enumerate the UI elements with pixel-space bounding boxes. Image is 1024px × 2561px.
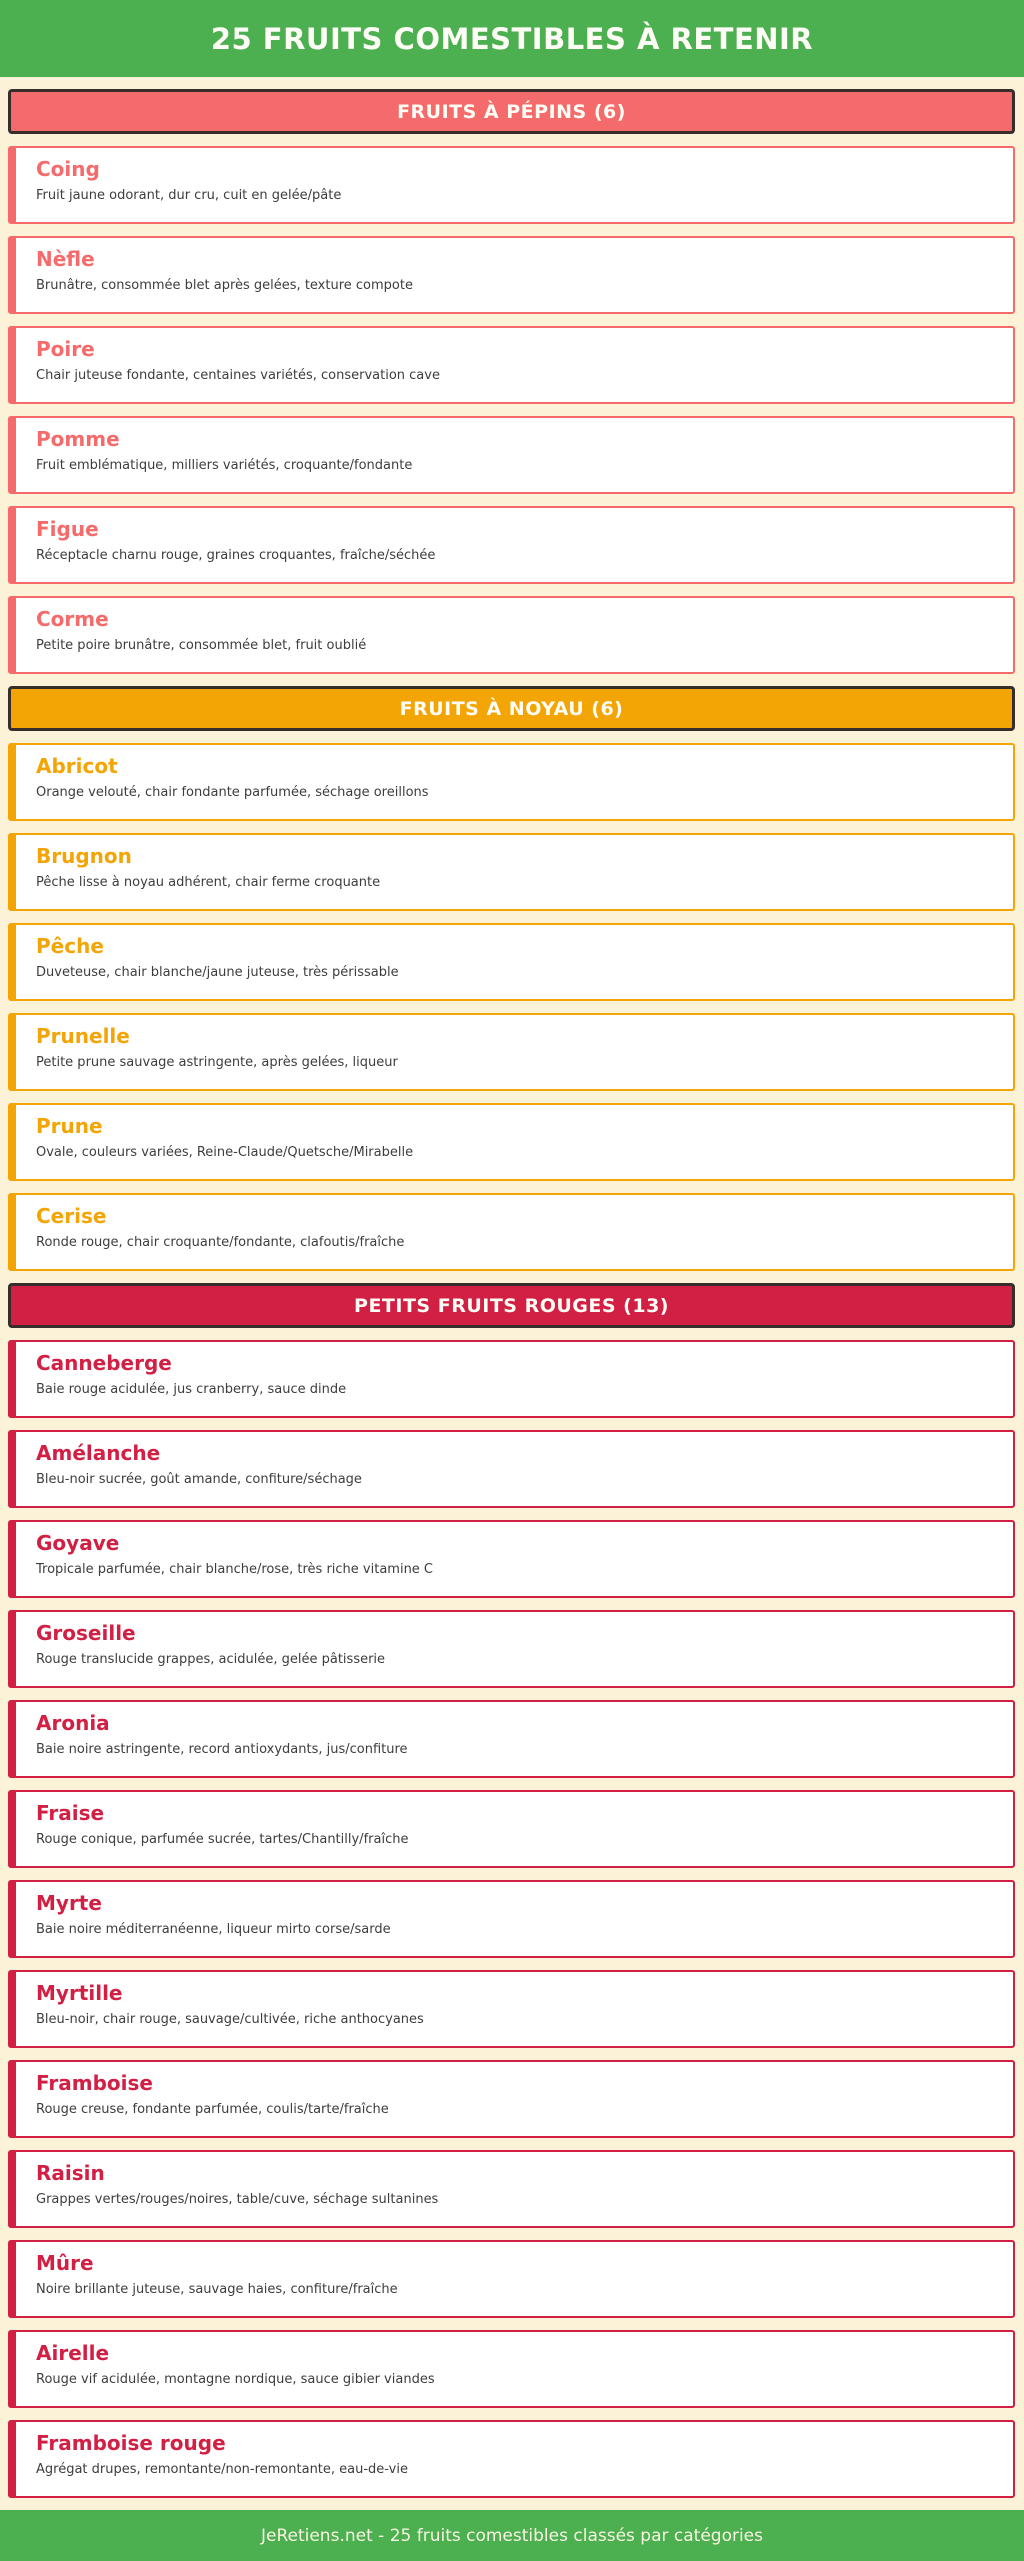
fruit-description: Orange velouté, chair fondante parfumée, séchage oreillons xyxy=(36,785,429,800)
fruit-description: Agrégat drupes, remontante/non-remontante, eau-de-vie xyxy=(36,2462,408,2477)
section-cards xyxy=(0,1340,1024,2498)
fruit-card xyxy=(8,1013,1015,1091)
fruit-card xyxy=(8,2240,1015,2318)
fruit-name: Poire xyxy=(36,337,95,361)
fruit-card xyxy=(8,2150,1015,2228)
section-header: PETITS FRUITS ROUGES (13) xyxy=(8,1283,1015,1328)
fruit-card xyxy=(8,1340,1015,1418)
fruit-description: Grappes vertes/rouges/noires, table/cuve, séchage sultanines xyxy=(36,2192,439,2207)
fruit-name: Coing xyxy=(36,157,100,181)
fruit-name: Prunelle xyxy=(36,1024,130,1048)
fruit-name: Amélanche xyxy=(36,1441,161,1465)
fruit-description: Rouge translucide grappes, acidulée, gelée pâtisserie xyxy=(36,1652,386,1667)
fruit-name: Framboise xyxy=(36,2071,153,2095)
fruit-card xyxy=(8,743,1015,821)
fruit-description: Fruit emblématique, milliers variétés, croquante/fondante xyxy=(36,458,413,473)
section-header: FRUITS À NOYAU (6) xyxy=(8,686,1015,731)
category-section xyxy=(0,89,1024,674)
fruit-card xyxy=(8,2060,1015,2138)
fruit-name: Groseille xyxy=(36,1621,136,1645)
fruit-name: Myrtille xyxy=(36,1981,123,2005)
fruit-description: Baie noire astringente, record antioxydants, jus/confiture xyxy=(36,1742,408,1757)
fruit-name: Framboise rouge xyxy=(36,2431,226,2455)
section-cards xyxy=(0,146,1024,674)
fruit-name: Corme xyxy=(36,607,109,631)
fruit-card xyxy=(8,1193,1015,1271)
footer-text: JeRetiens.net - 25 fruits comestibles classés par catégories xyxy=(260,2525,763,2546)
fruit-description: Petite poire brunâtre, consommée blet, fruit oublié xyxy=(36,638,367,653)
fruit-card xyxy=(8,236,1015,314)
fruit-card xyxy=(8,1970,1015,2048)
fruit-name: Brugnon xyxy=(36,844,132,868)
fruit-card xyxy=(8,146,1015,224)
fruit-description: Chair juteuse fondante, centaines variétés, conservation cave xyxy=(36,368,440,383)
fruit-description: Tropicale parfumée, chair blanche/rose, très riche vitamine C xyxy=(36,1562,434,1577)
fruit-name: Raisin xyxy=(36,2161,105,2185)
section-cards xyxy=(0,743,1024,1271)
category-section xyxy=(0,1283,1024,2498)
fruit-description: Bleu-noir sucrée, goût amande, confiture/séchage xyxy=(36,1472,362,1487)
fruit-name: Prune xyxy=(36,1114,103,1138)
fruit-description: Bleu-noir, chair rouge, sauvage/cultivée, riche anthocyanes xyxy=(36,2012,424,2027)
fruit-card xyxy=(8,506,1015,584)
fruit-card xyxy=(8,923,1015,1001)
fruit-description: Baie noire méditerranéenne, liqueur mirto corse/sarde xyxy=(36,1922,391,1937)
fruit-name: Nèfle xyxy=(36,247,95,271)
fruit-description: Baie rouge acidulée, jus cranberry, sauce dinde xyxy=(36,1382,347,1397)
fruit-description: Réceptacle charnu rouge, graines croquantes, fraîche/séchée xyxy=(36,548,436,563)
fruit-card xyxy=(8,2330,1015,2408)
fruit-description: Rouge creuse, fondante parfumée, coulis/tarte/fraîche xyxy=(36,2102,389,2117)
fruit-name: Canneberge xyxy=(36,1351,172,1375)
fruit-card xyxy=(8,416,1015,494)
fruit-name: Figue xyxy=(36,517,99,541)
section-header: FRUITS À PÉPINS (6) xyxy=(8,89,1015,134)
fruit-card xyxy=(8,1610,1015,1688)
fruit-name: Aronia xyxy=(36,1711,110,1735)
fruit-name: Cerise xyxy=(36,1204,107,1228)
sections xyxy=(0,77,1024,2510)
fruit-description: Ronde rouge, chair croquante/fondante, clafoutis/fraîche xyxy=(36,1235,405,1250)
fruit-description: Rouge vif acidulée, montagne nordique, sauce gibier viandes xyxy=(36,2372,435,2387)
fruit-description: Petite prune sauvage astringente, après gelées, liqueur xyxy=(36,1055,398,1070)
fruit-description: Duveteuse, chair blanche/jaune juteuse, très périssable xyxy=(36,965,399,980)
fruit-card xyxy=(8,833,1015,911)
fruit-name: Fraise xyxy=(36,1801,105,1825)
fruit-name: Myrte xyxy=(36,1891,102,1915)
fruit-card xyxy=(8,1790,1015,1868)
fruit-name: Mûre xyxy=(36,2251,94,2275)
fruit-card xyxy=(8,1880,1015,1958)
fruit-card xyxy=(8,1430,1015,1508)
fruit-description: Fruit jaune odorant, dur cru, cuit en gelée/pâte xyxy=(36,188,342,203)
title-bar xyxy=(0,0,1024,77)
fruit-name: Pêche xyxy=(36,934,104,958)
fruit-description: Noire brillante juteuse, sauvage haies, confiture/fraîche xyxy=(36,2282,398,2297)
fruit-name: Airelle xyxy=(36,2341,110,2365)
category-section xyxy=(0,686,1024,1271)
fruit-name: Goyave xyxy=(36,1531,120,1555)
fruit-name: Pomme xyxy=(36,427,120,451)
fruit-description: Rouge conique, parfumée sucrée, tartes/Chantilly/fraîche xyxy=(36,1832,409,1847)
fruit-card xyxy=(8,2420,1015,2498)
fruit-card xyxy=(8,1700,1015,1778)
fruit-description: Pêche lisse à noyau adhérent, chair ferme croquante xyxy=(36,875,381,890)
footer xyxy=(0,2510,1024,2561)
fruit-description: Ovale, couleurs variées, Reine-Claude/Quetsche/Mirabelle xyxy=(36,1145,414,1160)
fruit-card xyxy=(8,1520,1015,1598)
fruit-card xyxy=(8,326,1015,404)
page-title: 25 FRUITS COMESTIBLES À RETENIR xyxy=(210,21,814,56)
fruit-name: Abricot xyxy=(36,754,118,778)
fruit-card xyxy=(8,1103,1015,1181)
fruit-description: Brunâtre, consommée blet après gelées, texture compote xyxy=(36,278,413,293)
fruit-card xyxy=(8,596,1015,674)
